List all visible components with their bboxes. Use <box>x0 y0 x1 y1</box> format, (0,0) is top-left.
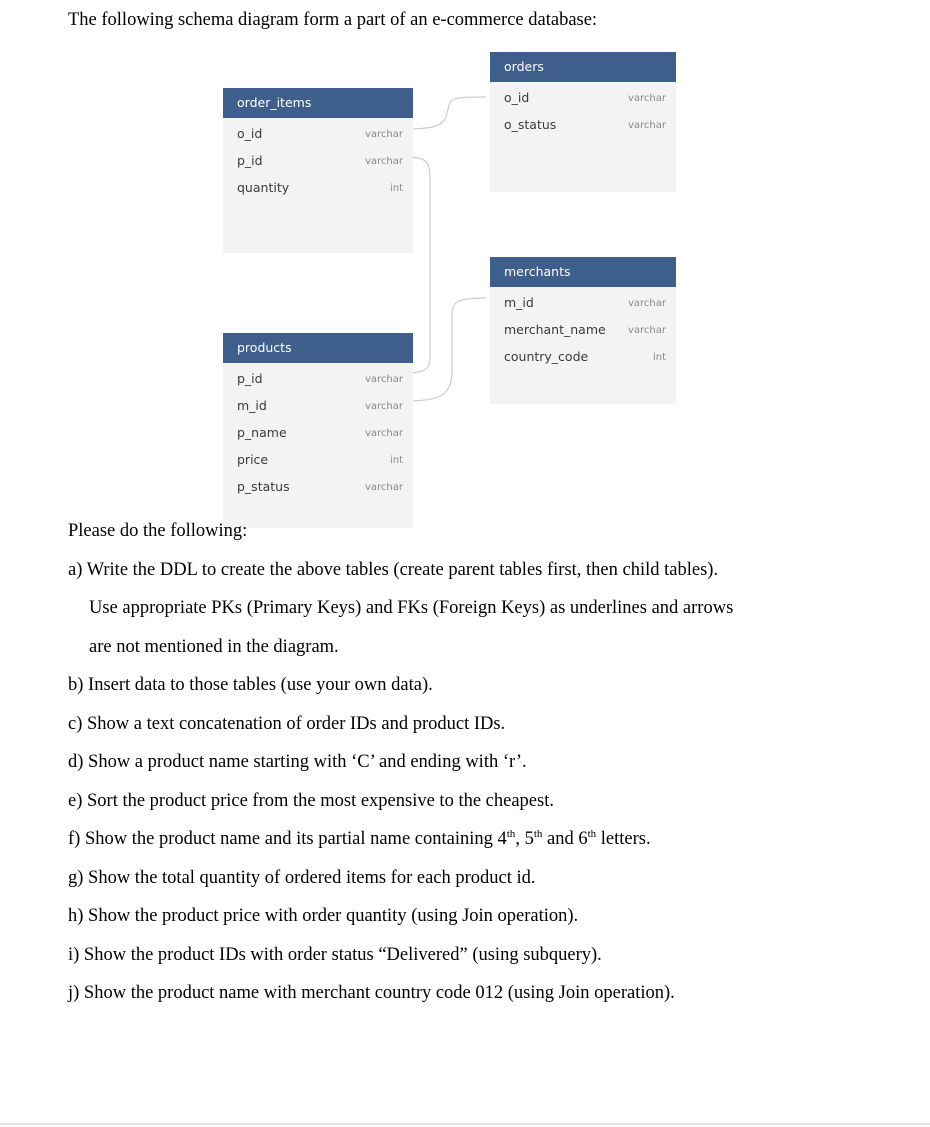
task-e: e) Sort the product price from the most expensive to the cheapest. <box>68 790 554 811</box>
column-row <box>223 365 413 392</box>
column-name: p_status <box>237 479 290 494</box>
column-name: price <box>237 452 269 467</box>
page-bottom-rule <box>0 1123 930 1125</box>
task-h: h) Show the product price with order quantity (using Join operation). <box>68 906 579 926</box>
column-type: int <box>652 352 666 363</box>
table-merchants <box>490 257 676 404</box>
column-row <box>223 446 413 473</box>
column-type: varchar <box>627 325 666 336</box>
column-name: p_id <box>237 153 263 168</box>
task-j: j) Show the product name with merchant country code 012 (using Join operation). <box>68 983 675 1003</box>
column-type: varchar <box>627 93 666 104</box>
column-row <box>490 111 676 138</box>
column-type: varchar <box>364 156 403 167</box>
column-type: varchar <box>364 129 403 140</box>
table-columns <box>490 82 676 192</box>
table-orders <box>490 52 676 192</box>
task-f-text-4: letters. <box>596 829 651 849</box>
column-name: merchant_name <box>504 322 606 337</box>
column-row <box>223 120 413 147</box>
task-heading: Please do the following: <box>68 521 248 541</box>
task-f <box>68 820 908 859</box>
column-row <box>223 174 413 201</box>
column-type: varchar <box>364 428 403 439</box>
column-name: o_id <box>504 90 530 105</box>
schema-diagram <box>0 0 930 510</box>
table-products <box>223 333 413 528</box>
task-i: i) Show the product IDs with order status “Delivered” (using subquery). <box>68 944 602 965</box>
column-name: p_id <box>237 371 263 386</box>
task-a-line-1: a) Write the DDL to create the above tables (create parent tables first, then child tables). <box>68 559 719 580</box>
table-columns <box>223 363 413 528</box>
column-row <box>223 419 413 446</box>
table-title: orders <box>490 52 676 82</box>
column-name: m_id <box>504 295 534 310</box>
task-a-line-2: Use appropriate PKs (Primary Keys) and FKs (Foreign Keys) as underlines and arrows <box>89 598 734 618</box>
column-row <box>223 392 413 419</box>
column-type: int <box>389 183 403 194</box>
task-f-sup-3: th <box>587 827 597 840</box>
task-c: c) Show a text concatenation of order IDs and product IDs. <box>68 713 506 734</box>
column-row <box>223 147 413 174</box>
table-order-items <box>223 88 413 253</box>
column-name: country_code <box>504 349 589 364</box>
column-row <box>490 84 676 111</box>
task-a-line-3: are not mentioned in the diagram. <box>89 636 339 657</box>
connector-order-items-orders <box>403 97 486 129</box>
connector-products-merchants <box>403 298 486 401</box>
column-type: varchar <box>364 482 403 493</box>
table-columns <box>490 287 676 404</box>
task-g: g) Show the total quantity of ordered items for each product id. <box>68 867 536 888</box>
intro-text: The following schema diagram form a part of an e-commerce database: <box>68 10 598 30</box>
table-title: merchants <box>490 257 676 287</box>
column-row <box>490 343 676 370</box>
column-name: quantity <box>237 180 290 195</box>
task-f-sup-2: th <box>533 827 543 840</box>
task-f-text-1: f) Show the product name and its partial name containing 4 <box>68 829 507 849</box>
table-title: products <box>223 333 413 363</box>
column-name: p_name <box>237 425 287 440</box>
column-name: o_status <box>504 117 557 132</box>
column-name: m_id <box>237 398 267 413</box>
column-type: varchar <box>627 120 666 131</box>
column-row <box>490 316 676 343</box>
relationship-connectors <box>0 0 930 510</box>
column-row <box>490 289 676 316</box>
column-name: o_id <box>237 126 263 141</box>
table-title: order_items <box>223 88 413 118</box>
column-type: varchar <box>627 298 666 309</box>
table-columns <box>223 118 413 253</box>
column-type: int <box>389 455 403 466</box>
task-f-text-3: and 6 <box>542 829 588 849</box>
task-f-text-2: , 5 <box>515 829 534 849</box>
column-row <box>223 473 413 500</box>
task-list <box>68 512 908 1013</box>
column-type: varchar <box>364 374 403 385</box>
task-b: b) Insert data to those tables (use your own data). <box>68 675 433 695</box>
column-type: varchar <box>364 401 403 412</box>
task-f-sup-1: th <box>506 827 516 840</box>
task-d: d) Show a product name starting with ‘C’ and ending with ‘r’. <box>68 752 527 772</box>
